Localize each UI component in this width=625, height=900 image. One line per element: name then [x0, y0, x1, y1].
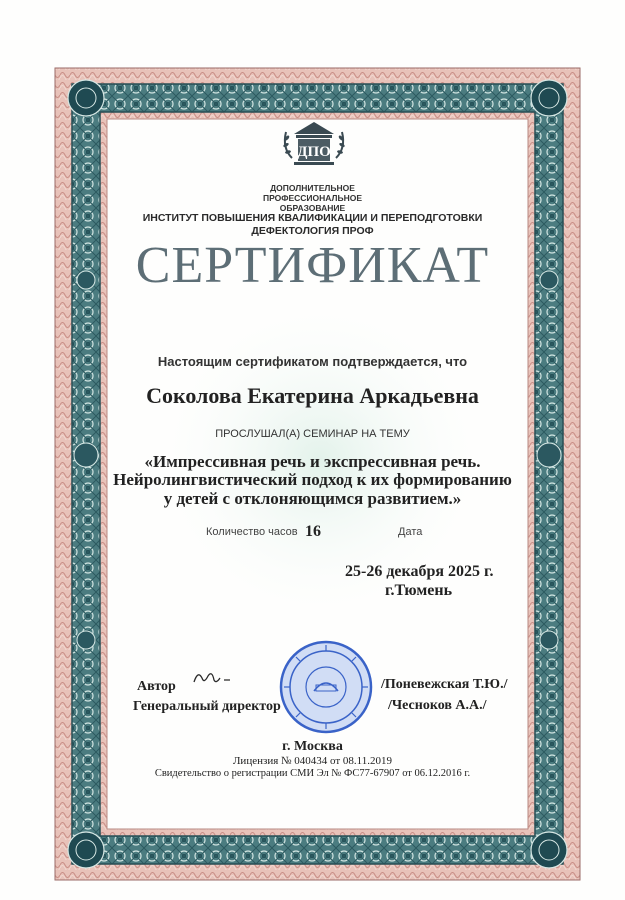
- org-line-3: ОБРАЗОВАНИЕ: [279, 203, 346, 213]
- city-value: г.Тюмень: [385, 582, 453, 599]
- topic-line-2: Нейролингвистический подход к их формированию: [113, 470, 512, 489]
- org-line-1: ДОПОЛНИТЕЛЬНОЕ: [270, 183, 355, 193]
- director-label: Генеральный директор: [133, 699, 281, 714]
- institute-brand: ДЕФЕКТОЛОГИЯ ПРОФ: [251, 225, 374, 237]
- date-value: 25-26 декабря 2025 г.: [345, 563, 494, 580]
- date-label: Дата: [398, 526, 423, 538]
- registration-text: Свидетельство о регистрации СМИ Эл № ФС77-67907 от 06.12.2016 г.: [154, 768, 471, 779]
- institute-name: ИНСТИТУТ ПОВЫШЕНИЯ КВАЛИФИКАЦИИ И ПЕРЕПОДГОТОВКИ: [142, 212, 483, 224]
- seminar-heard-text: ПРОСЛУШАЛ(А) СЕМИНАР НА ТЕМУ: [215, 428, 410, 440]
- recipient-name: Соколова Екатерина Аркадьевна: [146, 383, 479, 408]
- building-columns-icon: [278, 118, 350, 180]
- author-label: Автор: [137, 679, 176, 694]
- certificate-title: СЕРТИФИКАТ: [135, 237, 490, 294]
- topic-line-1: «Импрессивная речь и экспрессивная речь.: [144, 452, 481, 471]
- director-name: /Чесноков А.А./: [388, 698, 487, 713]
- hours-label: Количество часов: [206, 526, 298, 538]
- org-line-2: ПРОФЕССИОНАЛЬНОЕ: [262, 193, 363, 203]
- issue-city: г. Москва: [282, 739, 343, 754]
- hours-value: 16: [305, 523, 321, 540]
- svg-text:ДПО: ДПО: [297, 144, 331, 160]
- official-seal-icon: [278, 639, 374, 735]
- confirm-text: Настоящим сертификатом подтверждается, что: [157, 354, 468, 369]
- topic-line-3: у детей с отклоняющимся развитием.»: [163, 489, 462, 508]
- signature-icon: [190, 668, 234, 690]
- author-name: /Поневежская Т.Ю./: [381, 677, 508, 692]
- license-text: Лицензия № 040434 от 08.11.2019: [232, 755, 393, 767]
